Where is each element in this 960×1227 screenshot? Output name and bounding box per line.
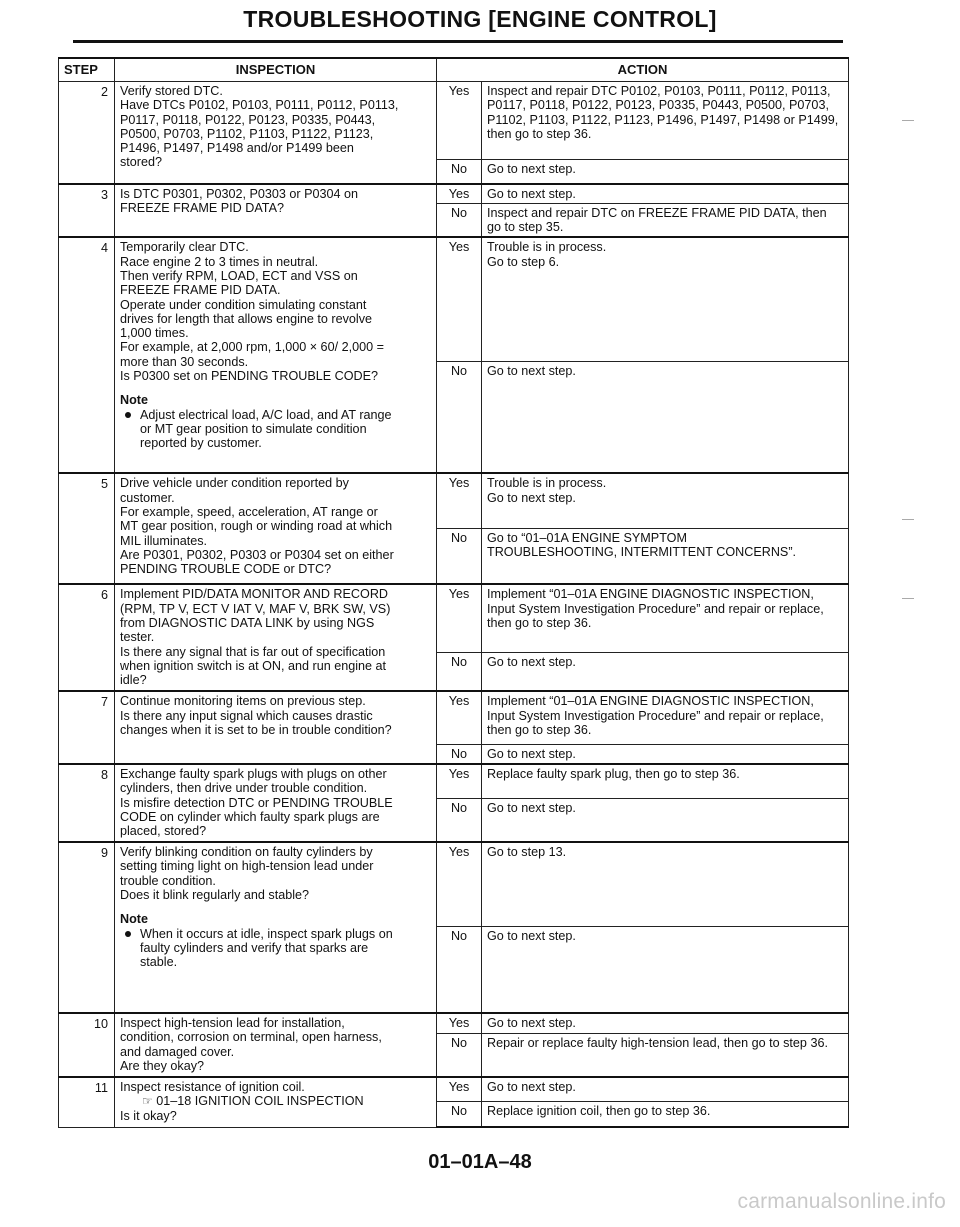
no-label: No xyxy=(437,652,482,691)
yes-label: Yes xyxy=(437,237,482,361)
yes-action: Go to next step. xyxy=(482,1077,849,1101)
yes-label: Yes xyxy=(437,82,482,160)
no-action: Go to “01–01A ENGINE SYMPTOM TROUBLESHOOTING, INTERMITTENT CONCERNS”. xyxy=(482,528,849,584)
reference-text: 01–18 IGNITION COIL INSPECTION xyxy=(156,1094,364,1109)
inspection-cell xyxy=(115,1013,437,1077)
step-number: 7 xyxy=(59,691,115,764)
inspection-cell xyxy=(115,237,437,473)
table-row xyxy=(59,691,849,744)
inspection-text: Inspect high-tension lead for installation, condition, corrosion on terminal, open harness, and damaged cover. Are they okay? xyxy=(120,1016,382,1074)
inspection-text: Verify blinking condition on faulty cylinders by setting timing light on high-tension lead under trouble condition. Does it blink regularly and stable? xyxy=(120,845,374,903)
no-action: Replace ignition coil, then go to step 36. xyxy=(482,1101,849,1127)
yes-label: Yes xyxy=(437,584,482,652)
margin-mark xyxy=(902,598,914,599)
step-number: 10 xyxy=(59,1013,115,1077)
no-label: No xyxy=(437,744,482,764)
yes-action: Go to next step. xyxy=(482,1013,849,1033)
yes-action: Replace faulty spark plug, then go to step 36. xyxy=(482,764,849,798)
no-label: No xyxy=(437,361,482,473)
table-row xyxy=(59,584,849,652)
table-row xyxy=(59,237,849,361)
yes-label: Yes xyxy=(437,1013,482,1033)
troubleshooting-table xyxy=(58,57,849,1128)
yes-action: Trouble is in process. Go to step 6. xyxy=(482,237,849,361)
yes-action: Inspect and repair DTC P0102, P0103, P0111, P0112, P0113, P0117, P0118, P0122, P0123, P0335, P0443, P0500, P0703, P1102, P1103, P1122, P1123, P1496, P1497, P1498 or P1499, then go to step 36. xyxy=(482,82,849,160)
title-rule xyxy=(73,40,843,43)
table-row xyxy=(59,1013,849,1033)
bullet-icon xyxy=(125,412,131,418)
margin-mark xyxy=(902,519,914,520)
note-text: Adjust electrical load, A/C load, and AT range or MT gear position to simulate condition reported by customer. xyxy=(140,407,392,451)
yes-action: Go to next step. xyxy=(482,184,849,204)
step-number: 5 xyxy=(59,473,115,584)
note-title: Note xyxy=(120,393,148,408)
yes-action: Implement “01–01A ENGINE DIAGNOSTIC INSPECTION, Input System Investigation Procedure” and repair or replace, then go to step 36. xyxy=(482,691,849,744)
inspection-text: Exchange faulty spark plugs with plugs on other cylinders, then drive under trouble condition. Is misfire detection DTC or PENDING TROUBLE CODE on cylinder which faulty spark plugs are placed, stored? xyxy=(120,767,393,839)
table-row xyxy=(59,1077,849,1101)
step-number: 11 xyxy=(59,1077,115,1127)
inspection-cell xyxy=(115,842,437,1013)
inspection-cell xyxy=(115,82,437,184)
table-row xyxy=(59,764,849,798)
table-header-row xyxy=(59,58,849,82)
inspection-text: Verify stored DTC. Have DTCs P0102, P0103, P0111, P0112, P0113, P0117, P0118, P0122, P0123, P0335, P0443, P0500, P0703, P1102, P1103, P1122, P1123, P1496, P1497, P1498 and/or P1499 been stored? xyxy=(120,84,399,170)
yes-label: Yes xyxy=(437,842,482,926)
inspection-text: Drive vehicle under condition reported by customer. For example, speed, acceleration, AT range or MT gear position, rough or winding road at which MIL illuminates. Are P0301, P0302, P0303 or P0304 set on either PENDING TROUBLE CODE or DTC? xyxy=(120,476,394,577)
step-number: 3 xyxy=(59,184,115,238)
no-label: No xyxy=(437,160,482,184)
page-title: TROUBLESHOOTING [ENGINE CONTROL] xyxy=(243,6,717,32)
column-header-inspection: INSPECTION xyxy=(115,58,437,82)
no-action: Repair or replace faulty high-tension lead, then go to step 36. xyxy=(482,1033,849,1077)
reference-link xyxy=(120,1094,431,1108)
no-action: Go to next step. xyxy=(482,798,849,842)
no-label: No xyxy=(437,203,482,237)
table-row xyxy=(59,184,849,204)
yes-label: Yes xyxy=(437,184,482,204)
table-row xyxy=(59,82,849,160)
step-number: 8 xyxy=(59,764,115,842)
no-action: Go to next step. xyxy=(482,652,849,691)
watermark: carmanualsonline.info xyxy=(737,1190,946,1213)
note-item xyxy=(120,408,431,451)
no-action: Inspect and repair DTC on FREEZE FRAME PID DATA, then go to step 35. xyxy=(482,203,849,237)
table-row xyxy=(59,473,849,528)
margin-mark xyxy=(902,120,914,121)
inspection-text: Inspect resistance of ignition coil. xyxy=(120,1080,305,1095)
step-number: 4 xyxy=(59,237,115,473)
step-number: 9 xyxy=(59,842,115,1013)
inspection-text: Continue monitoring items on previous step. Is there any input signal which causes drastic changes when it is set to be in trouble condition? xyxy=(120,694,392,737)
note-text: When it occurs at idle, inspect spark plugs on faulty cylinders and verify that sparks are stable. xyxy=(140,926,393,970)
bullet-icon xyxy=(125,931,131,937)
no-label: No xyxy=(437,1033,482,1077)
inspection-cell xyxy=(115,473,437,584)
no-label: No xyxy=(437,1101,482,1127)
inspection-cell xyxy=(115,1077,437,1127)
column-header-action: ACTION xyxy=(437,58,849,82)
inspection-cell xyxy=(115,764,437,842)
no-action: Go to next step. xyxy=(482,926,849,1013)
column-header-step: STEP xyxy=(59,58,115,82)
no-label: No xyxy=(437,798,482,842)
step-number: 6 xyxy=(59,584,115,691)
inspection-cell xyxy=(115,691,437,764)
reference-arrow-icon: ☞ xyxy=(142,1094,153,1109)
note-title: Note xyxy=(120,912,148,927)
inspection-question: Is it okay? xyxy=(120,1108,177,1123)
yes-label: Yes xyxy=(437,1077,482,1101)
yes-label: Yes xyxy=(437,691,482,744)
no-action: Go to next step. xyxy=(482,744,849,764)
yes-action: Go to step 13. xyxy=(482,842,849,926)
no-label: No xyxy=(437,528,482,584)
yes-action: Trouble is in process. Go to next step. xyxy=(482,473,849,528)
note-item xyxy=(120,927,431,970)
inspection-text: Temporarily clear DTC. Race engine 2 to 3 times in neutral. Then verify RPM, LOAD, ECT and VSS on FREEZE FRAME PID DATA. Operate under condition simulating constant drives for length that allows engine to revolve 1,000 times. For example, at 2,000 rpm, 1,000 × 60/ 2,000 = more than 30 seconds. Is P0300 set on PENDING TROUBLE CODE? xyxy=(120,240,384,384)
step-number: 2 xyxy=(59,82,115,184)
yes-label: Yes xyxy=(437,473,482,528)
no-label: No xyxy=(437,926,482,1013)
inspection-text: Is DTC P0301, P0302, P0303 or P0304 on FREEZE FRAME PID DATA? xyxy=(120,186,359,215)
table-row xyxy=(59,842,849,926)
page-number: 01–01A–48 xyxy=(428,1151,532,1173)
no-action: Go to next step. xyxy=(482,361,849,473)
yes-action: Implement “01–01A ENGINE DIAGNOSTIC INSPECTION, Input System Investigation Procedure” and repair or replace, then go to step 36. xyxy=(482,584,849,652)
no-action: Go to next step. xyxy=(482,160,849,184)
inspection-cell xyxy=(115,584,437,691)
inspection-text: Implement PID/DATA MONITOR AND RECORD (RPM, TP V, ECT V IAT V, MAF V, BRK SW, VS) from DIAGNOSTIC DATA LINK by using NGS tester. Is there any signal that is far out of specification when ignition switch is at ON, and run engine at idle? xyxy=(120,587,391,688)
inspection-cell xyxy=(115,184,437,238)
yes-label: Yes xyxy=(437,764,482,798)
